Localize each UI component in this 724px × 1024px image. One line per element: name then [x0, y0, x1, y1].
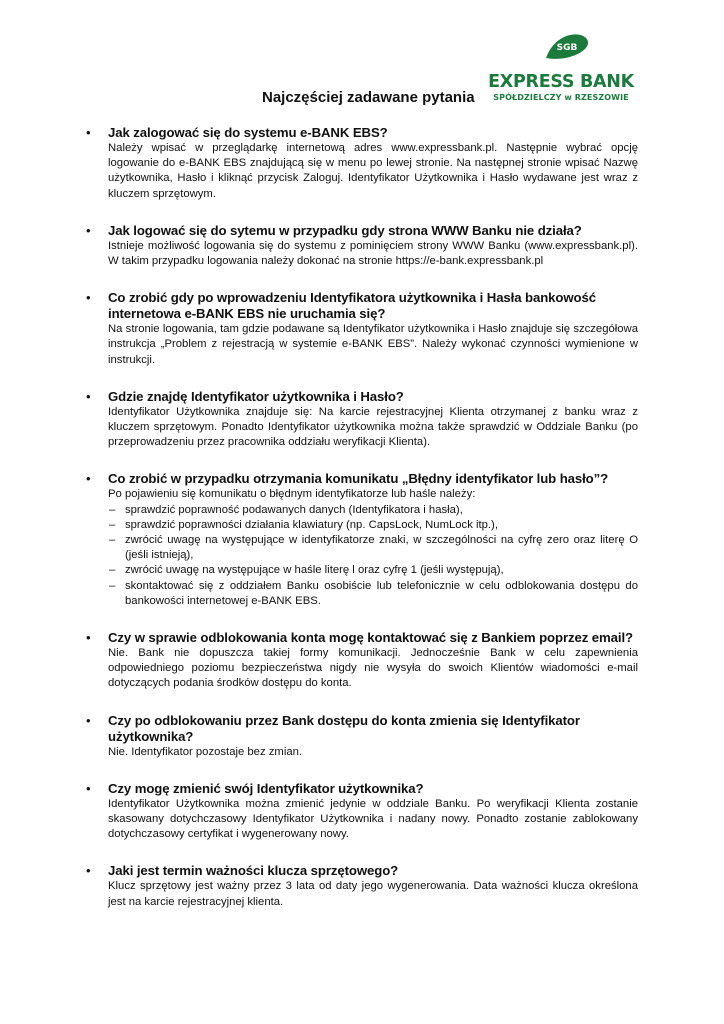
faq-item-not-starting	[86, 290, 638, 368]
logo-name: EXPRESS BANK	[488, 72, 634, 92]
bullet-icon: •	[86, 780, 91, 796]
dash-icon: –	[109, 503, 116, 516]
faq-question: Jaki jest termin ważności klucza sprzętowego?	[108, 863, 399, 879]
faq-answer: Identyfikator Użytkownika znajduje się: Na karcie rejestracyjnej Klienta otrzymanej z banku wraz z kluczem sprzętowym. Ponadto Identyfikator użytkownika można także sprawdzić w Oddziale Banku (po przeprowadzeniu przez pracownika oddziału weryfikacji Klienta).	[108, 405, 638, 449]
faq-answer: Klucz sprzętowy jest ważny przez 3 lata od daty jego wygenerowania. Data ważności klucza określona jest na karcie rejestracyjnej klienta.	[108, 880, 638, 908]
faq-answer: Istnieje możliwość logowania się do systemu z pominięciem strony WWW Banku (www.expressbank.pl). W takim przypadku logowania należy dokonać na stronie https://e-bank.expressbank.pl	[108, 239, 638, 268]
faq-answer: Po pojawieniu się komunikatu o błędnym identyfikatorze lub haśle należy:	[108, 488, 476, 501]
faq-item-find-credentials	[86, 389, 638, 451]
logo-subtitle: SPÓŁDZIELCZY w RZESZOWIE	[493, 93, 629, 102]
faq-item-email-contact	[86, 630, 638, 692]
step-item: – zwrócić uwagę na występujące w haśle literę l oraz cyfrę 1 (jeśli występują),	[108, 563, 638, 578]
bullet-icon: •	[86, 222, 91, 238]
faq-item-id-change-after-unlock	[86, 713, 638, 760]
faq-item-key-validity	[86, 863, 638, 909]
faq-answer: Należy wpisać w przeglądarkę internetową adres www.expressbank.pl. Następnie wybrać opcję logowanie do e-BANK EBS znajdującą się w menu po lewej stronie. Na następnej stronie wpisać Nazwę użytkownika, Hasło i kliknąć przycisk Zaloguj. Identyfikator Użytkownika i Hasło wydawane jest wraz z kluczem sprzętowym.	[108, 142, 638, 200]
dash-icon: –	[109, 579, 116, 592]
faq-item-wrong-credentials	[86, 471, 638, 609]
bullet-icon: •	[86, 125, 91, 140]
faq-question: Czy mogę zmienić swój Identyfikator użytkownika?	[108, 780, 424, 796]
sgb-badge-icon	[486, 28, 636, 70]
faq-question: Co zrobić w przypadku otrzymania komunikatu „Błędny identyfikator lub hasło”?	[108, 471, 609, 487]
faq-list	[86, 125, 638, 910]
bullet-icon: •	[86, 290, 91, 306]
bullet-icon: •	[86, 712, 91, 728]
dash-icon: –	[109, 518, 116, 531]
faq-item-change-id	[86, 781, 638, 843]
logo-badge: SGB	[556, 43, 578, 53]
faq-question: Jak zalogować się do systemu e-BANK EBS?	[108, 125, 388, 140]
faq-item-login	[86, 125, 638, 202]
dash-icon: –	[109, 564, 116, 577]
faq-answer: Nie. Bank nie dopuszcza takiej formy komunikacji. Jednocześnie Bank w celu zapewnienia odpowiedniego poziomu bezpieczeństwa nigdy nie wysyła do swoich Klientów wiadomości e-mail dotyczących podania środków dostępu do konta.	[108, 647, 638, 690]
faq-answer: Na stronie logowania, tam gdzie podawane są Identyfikator użytkownika i Hasło znajduje się szczegółowa instrukcja „Problem z rejestracją w systemie e-BANK EBS”. Należy wykonać czynności wymienione w instrukcji.	[108, 323, 638, 366]
faq-item-site-down	[86, 223, 638, 269]
steps-list	[108, 503, 638, 609]
dash-icon: –	[109, 534, 116, 547]
step-item: – sprawdzić poprawności działania klawiatury (np. CapsLock, NumLock itp.),	[108, 518, 638, 533]
bank-logo	[486, 28, 636, 106]
faq-question: Czy po odblokowaniu przez Bank dostępu do konta zmienia się Identyfikator użytkownika?	[108, 712, 580, 744]
bullet-icon: •	[86, 630, 91, 646]
page-title: Najczęściej zadawane pytania	[262, 89, 475, 106]
faq-answer: Nie. Identyfikator pozostaje bez zmian.	[108, 745, 303, 758]
bullet-icon: •	[86, 388, 91, 404]
bullet-icon: •	[86, 863, 91, 879]
faq-question: Czy w sprawie odblokowania konta mogę kontaktować się z Bankiem poprzez email?	[108, 630, 633, 646]
bullet-icon: •	[86, 471, 91, 487]
faq-answer: Identyfikator Użytkownika można zmienić jedynie w oddziale Banku. Po weryfikacji Klienta zostanie skasowany dotychczasowy Identyfikator Użytkownika i nadany nowy. Ponadto zostanie zablokowany dotychczasowy certyfikat i wygenerowany nowy.	[108, 797, 638, 841]
faq-question: Jak logować się do sytemu w przypadku gdy strona WWW Banku nie działa?	[108, 222, 582, 238]
step-item: – skontaktować się z oddziałem Banku osobiście lub telefonicznie w celu odblokowania dostępu do bankowości internetowej e-BANK EBS.	[109, 579, 638, 607]
faq-question: Gdzie znajdę Identyfikator użytkownika i Hasło?	[108, 388, 404, 404]
step-item: – zwrócić uwagę na występujące w identyfikatorze znaki, w szczególności na cyfrę zero oraz literę O (jeśli istnieją),	[109, 534, 638, 562]
step-item: – sprawdzić poprawność podawanych danych (Identyfikatora i hasła),	[108, 503, 638, 518]
faq-question: Co zrobić gdy po wprowadzeniu Identyfikatora użytkownika i Hasła bankowość internetowa e-BANK EBS nie uruchamia się?	[108, 290, 596, 322]
